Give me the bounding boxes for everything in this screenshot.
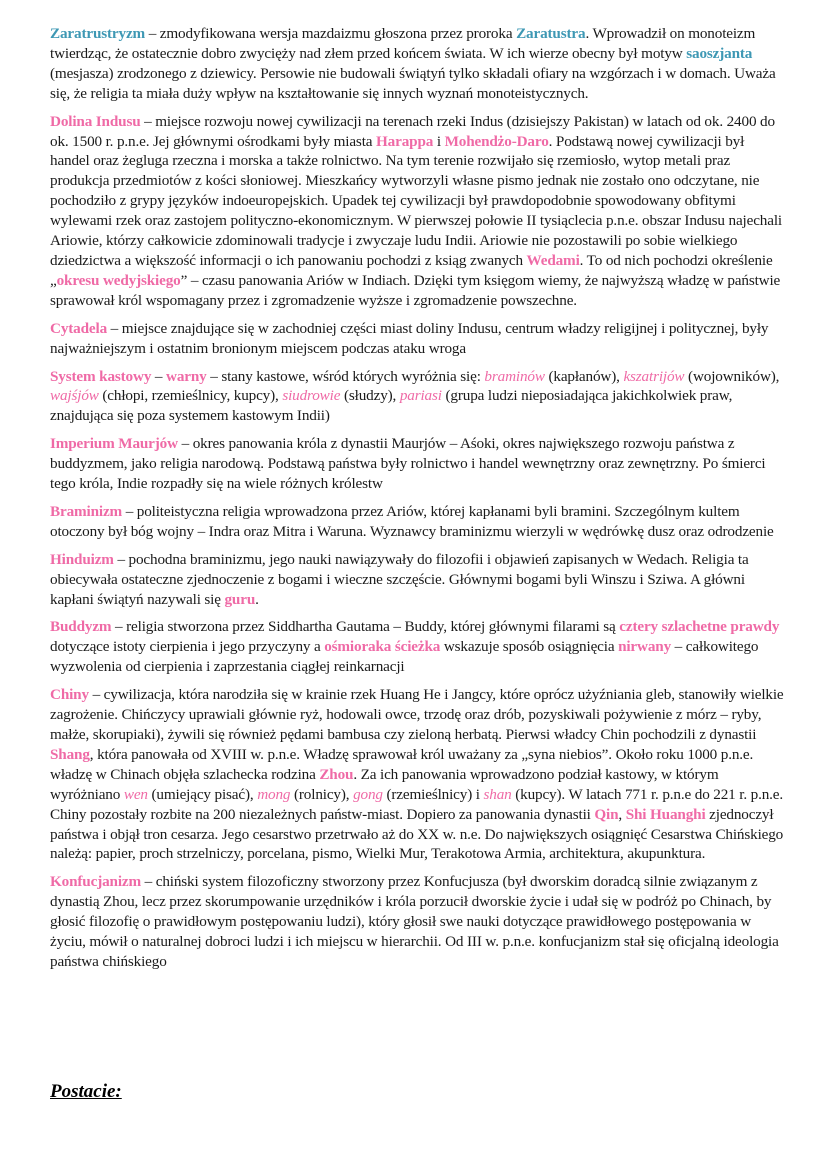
term-heading: Dolina Indusu	[50, 112, 141, 130]
body-text: ” – czasu panowania Ariów w Indiach. Dzięki tym księgom wiemy, że najwyższą władzę w państwie sprawował król wspomagany przez i zgromadzenie wyższe i zgromadzenie powszechne.	[50, 271, 781, 309]
body-text: ,	[618, 805, 626, 823]
highlighted-term: okresu wedyjskiego	[56, 271, 181, 289]
highlighted-term: Shang	[50, 745, 90, 763]
body-text: – okres panowania króla z dynastii Maurjów – Aśoki, okres największego rozwoju państwa z buddyzmem, jako religia narodową. Podstawą państwa były rolnictwo i handel wewnętrzny oraz zewnętrzny. Po śmierci tego króla, Indie rozpadły się na wiele różnych królestw	[50, 435, 766, 493]
highlighted-term: Zhou	[319, 765, 354, 783]
entry-dolina-indusu	[50, 112, 785, 311]
highlighted-term: cztery szlachetne prawdy	[619, 618, 780, 636]
body-text: – chiński system filozoficzny stworzony przez Konfucjusza (był dworskim doradcą silnie związanym z dynastią Zhou, lecz przez skorumpowanie urzędników i króla porzucił dworskie życie i udał się w podróż po Chinach, by głosić filozofię o prawidłowym postępowaniu ludzi), który głosił swe nauki dotyczące prawidłowego postępowania w życiu, mówił o naturalnej dobroci ludzi i ich miejscu w hierarchii. Od III w. p.n.e. konfucjanizm stał się oficjalną ideologia państwa chińskiego	[50, 873, 779, 970]
body-text: . Wprowadził on monoteizm twierdząc, że ostatecznie dobro zwycięży nad złem przed końcem świata. W ich wierze obecny był motyw	[50, 25, 756, 62]
highlighted-term: siudrowie	[282, 387, 341, 405]
body-text: .	[255, 590, 259, 608]
body-text: (wojowników),	[684, 367, 780, 385]
body-text: (kupcy). W latach 771 r. p.n.e do 221 r. p.n.e. Chiny pozostały rozbite na 200 niezależnych państw-miast. Dopiero za panowania dynastii	[50, 785, 784, 823]
body-text: (rolnicy),	[290, 785, 354, 803]
body-text: (rzemieślnicy) i	[382, 785, 484, 803]
term-heading: Zaratrustryzm	[50, 25, 146, 42]
highlighted-term: ośmioraka ścieżka	[324, 638, 441, 656]
term-heading: Konfucjanizm	[50, 873, 142, 891]
term-heading: System kastowy	[50, 367, 152, 385]
highlighted-term: braminów	[484, 367, 545, 385]
body-text: (umiejący pisać),	[147, 785, 258, 803]
highlighted-term: wajśjów	[50, 387, 99, 405]
highlighted-term: Wedami	[526, 251, 580, 269]
body-text: (kapłanów),	[544, 367, 624, 385]
highlighted-term: saoszjanta	[686, 44, 753, 62]
highlighted-term: kszatrijów	[623, 367, 685, 385]
body-text: (grupa ludzi nieposiadająca jakichkolwiek praw, znajdująca się poza systemem kastowym Indii)	[50, 387, 733, 425]
body-text: . Za ich panowania wprowadzono podział kastowy, w którym wyróżniano	[50, 765, 719, 803]
entry-hinduizm	[50, 550, 785, 610]
entry-zaratrustryzm	[50, 24, 785, 104]
body-text: wskazuje sposób osiągnięcia	[440, 638, 619, 656]
section-heading-postacie: Postacie:	[50, 1081, 122, 1102]
highlighted-term: Shi Huanghi	[625, 805, 706, 823]
body-text: zjednoczył państwa i objął tron cesarza. Jego cesarstwo przetrwało aż do XX w. n.e. Do największych osiągnięć Cesarstwa Chińskiego należą: papier, proch strzelniczy, porcelana, pismo, Wielki Mur, Terakotowa Armia, architektura, akupunktura.	[50, 805, 784, 863]
entry-chiny	[50, 685, 785, 864]
body-text: dotyczące istoty cierpienia i jego przyczyny a	[50, 638, 325, 656]
body-text: (słudzy),	[340, 387, 400, 405]
body-text: – zmodyfikowana wersja mazdaizmu głoszona przez proroka	[145, 25, 517, 42]
highlighted-term: pariasi	[399, 387, 442, 405]
body-text: – cywilizacja, która narodziła się w krainie rzek Huang He i Jangcy, które oprócz użyźniania gleb, stanowiły wielkie zagrożenie. Chińczycy uprawiali głównie ryż, hodowali owce, trzodę oraz drób, pozyskiwali pożywienie z mórz – ryby, małże, skorupiaki), żywili się również pędami bambusa czy zieloną herbatą. Pierwsi władcy Chin pochodzili z dynastii	[50, 686, 784, 743]
term-heading: Chiny	[50, 686, 89, 704]
entry-buddyzm	[50, 617, 785, 677]
entry-imperium-maurjow	[50, 434, 785, 494]
document-body	[50, 24, 785, 980]
entry-braminizm	[50, 502, 785, 542]
highlighted-term: warny	[166, 367, 207, 385]
term-heading: Braminizm	[50, 502, 123, 520]
term-heading: Imperium Maurjów	[50, 435, 178, 453]
highlighted-term: Qin	[594, 805, 619, 823]
body-text: –	[151, 367, 167, 385]
body-text: – miejsce znajdujące się w zachodniej części miast doliny Indusu, centrum władzy religijnej i politycznej, były najważniejszym i ostatnim bronionym miejscem podczas ataku wroga	[50, 319, 769, 357]
body-text: , która panowała od XVIII w. p.n.e. Władzę sprawował król uważany za „syna niebios”. Około roku 1000 p.n.e. władzę w Chinach objęła szlachecka rodzina	[50, 745, 754, 783]
body-text: – pochodna braminizmu, jego nauki nawiązywały do filozofii i objawień zapisanych w Wedach. Religia ta obiecywała ostateczne zjednoczenie z bogami i wieczne szczęście. Głównymi bogami byli Winszu i Sziwa. A główni kapłani świątyń nazywali się	[50, 550, 749, 608]
highlighted-term: shan	[483, 785, 512, 803]
highlighted-term: guru	[224, 590, 256, 608]
highlighted-term: gong	[353, 785, 383, 803]
body-text: . To od nich pochodzi określenie „	[50, 251, 773, 289]
body-text: i	[433, 132, 445, 150]
body-text: – religia stworzona przez Siddhartha Gautama – Buddy, której głównymi filarami są	[111, 618, 620, 636]
highlighted-term: wen	[123, 785, 148, 803]
entry-konfucjanizm	[50, 872, 785, 972]
body-text: (mesjasza) zrodzonego z dziewicy. Persowie nie budowali świątyń tylko składali ofiary na wzgórzach i w domach. Uważa się, że religia ta miała duży wpływ na kształtowanie się innych wyznań monoteistycznych.	[50, 64, 776, 102]
highlighted-term: Harappa	[376, 132, 434, 150]
term-heading: Buddyzm	[50, 618, 112, 636]
body-text: – politeistyczna religia wprowadzona przez Ariów, której kapłanami byli bramini. Szczególnym kultem otoczony był bóg wojny – Indra oraz Mitra i Waruna. Wyznawcy braminizmu wierzyli w wędrówkę dusz oraz odrodzenie	[50, 502, 774, 540]
body-text: . Podstawą nowej cywilizacji był handel oraz żegluga rzeczna i morska a także rolnictwo. Na tym terenie rozwijało się rzemiosło, wytop metali praz produkcja przedmiotów z kości słoniowej. Mieszkańcy wytworzyli własne pismo jednak nie zostało ono odczytane, nie pochodziło z grypy języków indoeuropejskich. Upadek tej cywilizacji był prawdopodobnie spowodowany obfitymi wylewami rzek oraz zastojem polityczno-ekonomicznym. W pierwszej połowie II tysiąclecia p.n.e. obszar Indusu najechali Ariowie, którzy całkowicie zdominowali tradycje i zwyczaje ludu Indii. Ariowie nie pozostawili po sobie wielkiego dziedzictwa a większość informacji o ich panowaniu pochodzi z ksiąg zwanych	[50, 132, 782, 269]
highlighted-term: nirwany	[618, 638, 672, 656]
term-heading: Cytadela	[50, 319, 108, 337]
body-text: – stany kastowe, wśród których wyróżnia się:	[206, 367, 485, 385]
entry-cytadela	[50, 319, 785, 359]
highlighted-term: Zaratustra	[516, 25, 586, 42]
body-text: (chłopi, rzemieślnicy, kupcy),	[98, 387, 283, 405]
entry-system-kastowy	[50, 367, 785, 427]
body-text: – całkowitego wyzwolenia od cierpienia i zaprzestania ciągłej reinkarnacji	[50, 638, 759, 676]
body-text: – miejsce rozwoju nowej cywilizacji na terenach rzeki Indus (dzisiejszy Pakistan) w latach od ok. 2400 do ok. 1500 r. p.n.e. Jej głównymi ośrodkami były miasta	[50, 112, 775, 150]
term-heading: Hinduizm	[50, 550, 114, 568]
highlighted-term: Mohendżo-Daro	[444, 132, 549, 150]
highlighted-term: mong	[257, 785, 291, 803]
